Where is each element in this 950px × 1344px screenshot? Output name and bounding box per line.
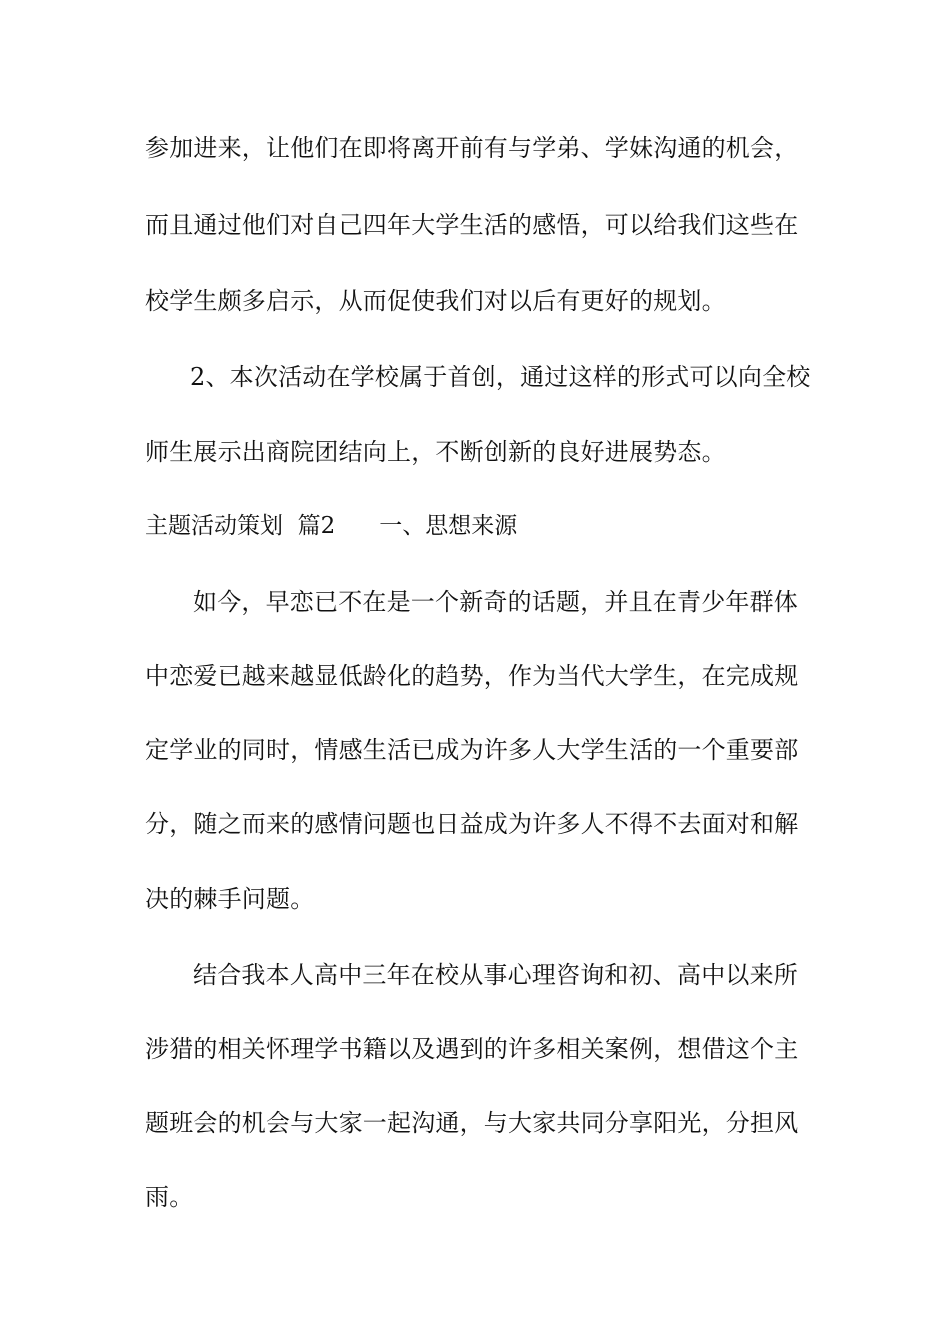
paragraph-4-line-2: 涉猎的相关怀理学书籍以及遇到的许多相关案例，想借这个主 xyxy=(145,1035,799,1063)
paragraph-3-line-3: 定学业的同时，情感生活已成为许多人大学生活的一个重要部 xyxy=(145,736,799,764)
paragraph-1-line-3: 校学生颇多启示，从而促使我们对以后有更好的规划。 xyxy=(145,287,726,315)
paragraph-1-line-1: 参加进来，让他们在即将离开前有与学弟、学妹沟通的机会， xyxy=(145,134,799,162)
paragraph-1-line-2: 而且通过他们对自己四年大学生活的感悟，可以给我们这些在 xyxy=(145,211,799,239)
paragraph-2-line-2: 师生展示出商院团结向上，不断创新的良好进展势态。 xyxy=(145,438,726,466)
section-heading-title: 主题活动策划 篇2 xyxy=(145,513,336,539)
paragraph-4-line-4: 雨。 xyxy=(145,1183,194,1211)
section-heading-subtitle: 一、思想来源 xyxy=(379,513,518,539)
paragraph-3-line-4: 分，随之而来的感情问题也日益成为许多人不得不去面对和解 xyxy=(145,810,799,838)
paragraph-4-line-1: 结合我本人高中三年在校从事心理咨询和初、高中以来所 xyxy=(193,961,798,989)
paragraph-3-line-1: 如今，早恋已不在是一个新奇的话题，并且在青少年群体 xyxy=(193,588,798,616)
paragraph-3-line-2: 中恋爱已越来越显低龄化的趋势，作为当代大学生，在完成规 xyxy=(145,662,799,690)
section-heading xyxy=(145,511,517,541)
paragraph-2-line-1: 2、本次活动在学校属于首创，通过这样的形式可以向全校 xyxy=(190,363,811,391)
paragraph-4-line-3: 题班会的机会与大家一起沟通，与大家共同分享阳光，分担风 xyxy=(145,1109,799,1137)
paragraph-3-line-5: 决的棘手问题。 xyxy=(145,885,315,913)
